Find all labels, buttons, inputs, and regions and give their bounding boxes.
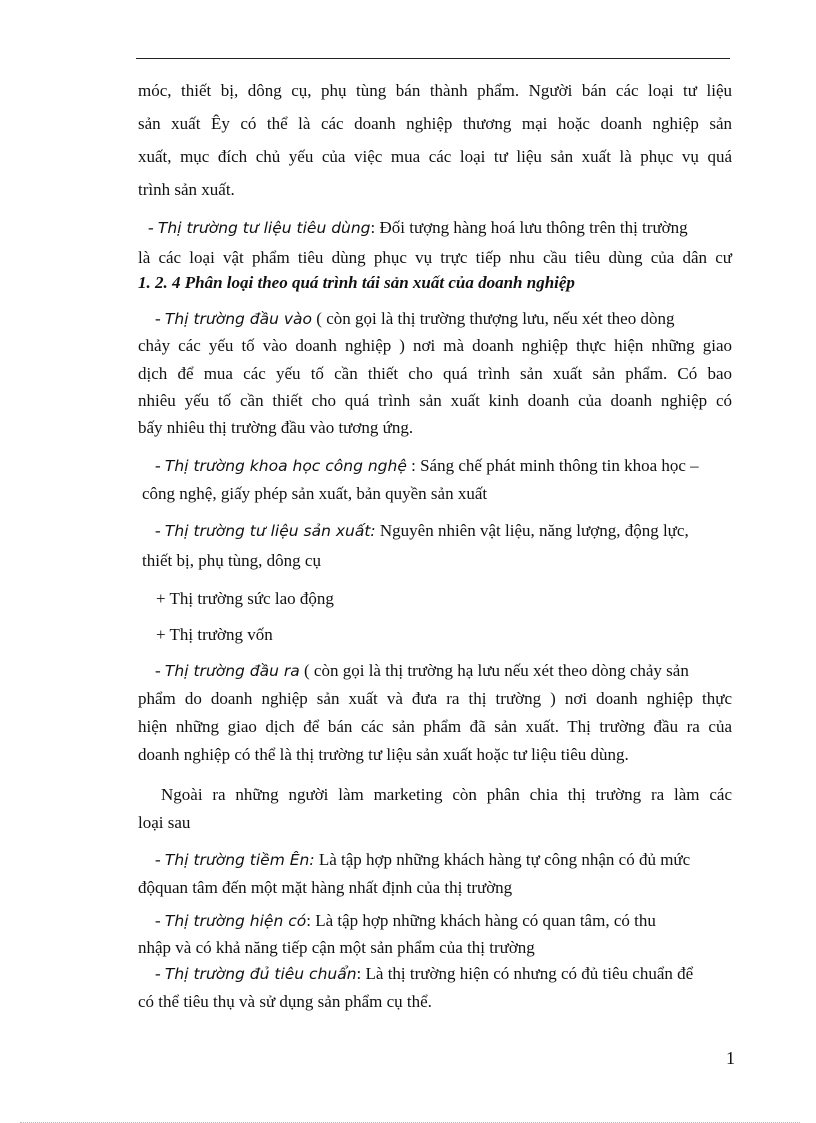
body-line: xuất, mục đích chủ yếu của việc mua các loại tư liệu sản xuất là phục vụ quá <box>138 147 732 166</box>
term: Thị trường đủ tiêu chuẩn <box>164 965 357 983</box>
body-line: thiết bị, phụ tùng, dông cụ <box>142 551 321 570</box>
term: Thị trường hiện có <box>164 912 307 930</box>
body-line: dịch để mua các yếu tố cần thiết cho quá trình sản xuất sản phẩm. Có bao <box>138 364 732 383</box>
term: Thị trường khoa học công nghệ <box>164 457 407 475</box>
page-number: 1 <box>726 1048 735 1068</box>
term: Thị trường đầu vào <box>164 310 313 328</box>
body-line: trình sản xuất. <box>138 180 235 199</box>
body-line: loại sau <box>138 813 191 832</box>
body-line: Ngoài ra những người làm marketing còn phân chia thị trường ra làm các <box>161 785 732 804</box>
list-item: + Thị trường vốn <box>156 625 273 644</box>
section-heading: 1. 2. 4 Phân loại theo quá trình tái sản xuất của doanh nghiệp <box>138 273 575 292</box>
body-line: bấy nhiêu thị trường đầu vào tương ứng. <box>138 418 414 437</box>
list-item: - Thị trường tư liệu sản xuất: Nguyên nhiên vật liệu, năng lượng, động lực, <box>155 521 689 540</box>
list-item: - Thị trường đủ tiêu chuẩn: Là thị trường hiện có nhưng có đủ tiêu chuẩn để <box>155 964 694 983</box>
body-line: nhập và có khả năng tiếp cận một sản phẩm của thị trường <box>138 938 535 957</box>
body-line: độquan tâm đến một mặt hàng nhất định của thị trường <box>138 878 513 897</box>
term: Thị trường đầu ra <box>164 662 300 680</box>
term: Thị trường tư liệu tiêu dùng <box>157 219 371 237</box>
body-line: chảy các yếu tố vào doanh nghiệp ) nơi mà doanh nghiệp thực hiện những giao <box>138 336 732 355</box>
body-line: sản xuất Êy có thể là các doanh nghiệp thương mại hoặc doanh nghiệp sản <box>138 114 732 133</box>
list-item: - Thị trường đầu ra ( còn gọi là thị trường hạ lưu nếu xét theo dòng chảy sản <box>155 661 689 680</box>
list-item: - Thị trường khoa học công nghệ : Sáng chế phát minh thông tin khoa học – <box>155 456 699 475</box>
list-item: - Thị trường đầu vào ( còn gọi là thị trường thượng lưu, nếu xét theo dòng <box>155 309 675 328</box>
list-item: - Thị trường hiện có: Là tập hợp những khách hàng có quan tâm, có thu <box>155 911 656 930</box>
term: Thị trường tư liệu sản xuất: <box>164 522 376 540</box>
list-item: + Thị trường sức lao động <box>156 589 334 608</box>
term: Thị trường tiềm Ên: <box>164 851 315 869</box>
body-line: doanh nghiệp có thể là thị trường tư liệu sản xuất hoặc tư liệu tiêu dùng. <box>138 745 629 764</box>
body-line: là các loại vật phẩm tiêu dùng phục vụ trực tiếp nhu cầu tiêu dùng của dân cư <box>138 248 732 267</box>
body-line: hiện những giao dịch để bán các sản phẩm đã sản xuất. Thị trường đầu ra của <box>138 717 732 736</box>
header-rule <box>136 58 730 59</box>
body-line: công nghệ, giấy phép sản xuất, bản quyền sản xuất <box>142 484 488 503</box>
body-line: phẩm do doanh nghiệp sản xuất và đưa ra thị trường ) nơi doanh nghiệp thực <box>138 689 732 708</box>
list-item: - Thị trường tiềm Ên: Là tập hợp những khách hàng tự công nhận có đủ mức <box>155 850 691 869</box>
body-line: nhiêu yếu tố cần thiết cho quá trình sản xuất kinh doanh của doanh nghiệp có <box>138 391 732 410</box>
body-line: móc, thiết bị, dông cụ, phụ tùng bán thành phẩm. Người bán các loại tư liệu <box>138 81 732 100</box>
body-line: có thể tiêu thụ và sử dụng sản phẩm cụ thể. <box>138 992 432 1011</box>
list-item: - Thị trường tư liệu tiêu dùng: Đối tượng hàng hoá lưu thông trên thị trường <box>148 218 688 237</box>
